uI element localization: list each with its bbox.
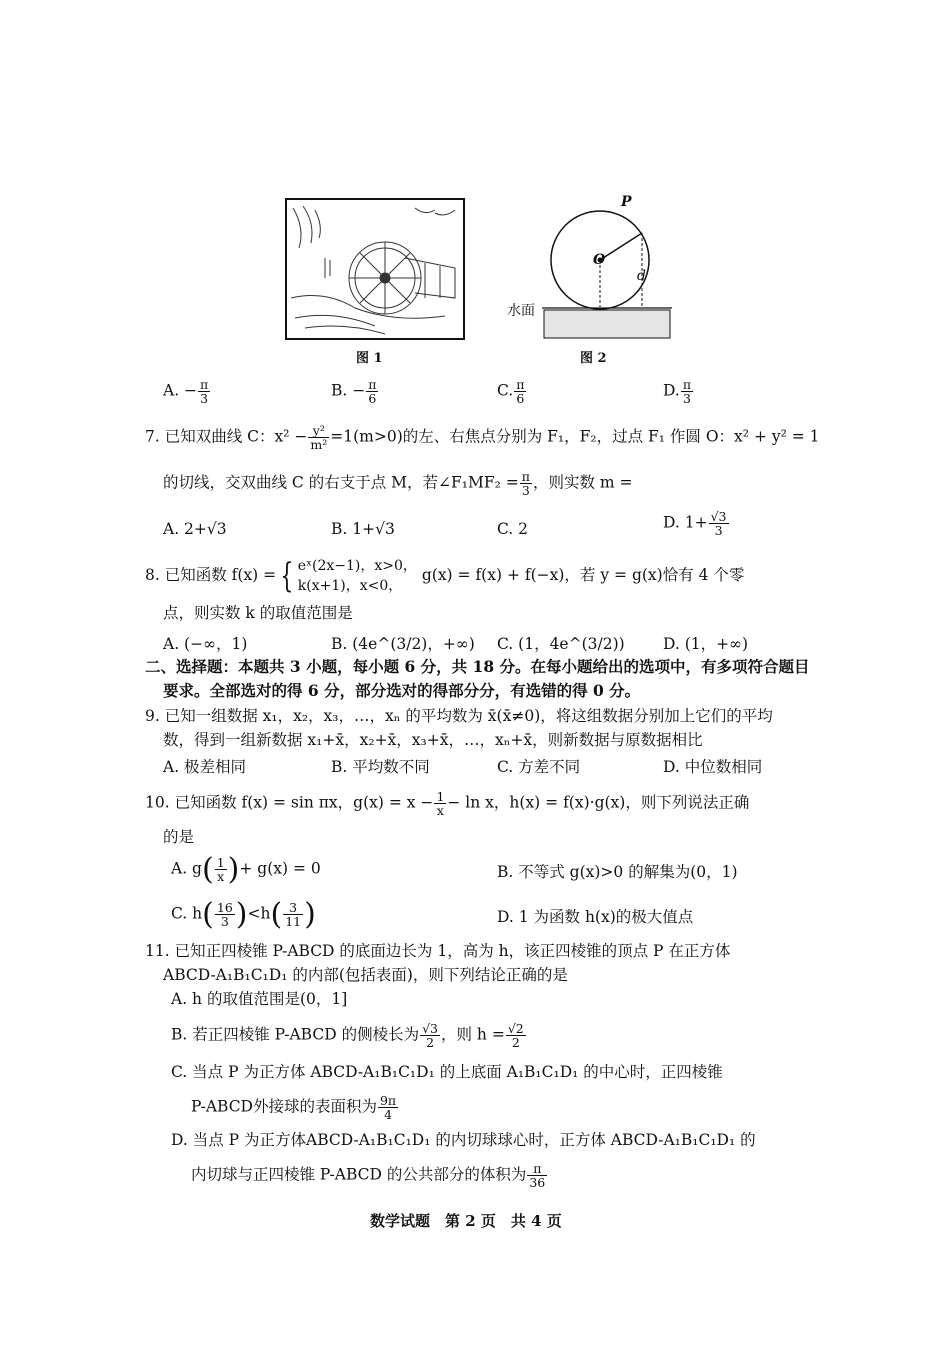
- page-footer: 数学试题 第 2 页 共 4 页: [370, 1212, 562, 1230]
- figure-2-diagram: [500, 194, 680, 340]
- q8-option-c: C. (1，4e^(3/2)): [497, 635, 625, 653]
- water-body: [544, 310, 670, 338]
- q7-option-c: C. 2: [497, 520, 529, 538]
- q10-option-c: C. h( $\frac{16}{3}$ )<h( $\frac{3}{11}$ ): [171, 897, 316, 932]
- q10-option-a: A. g( $\frac{1}{x}$ )+ g(x) = 0: [171, 852, 321, 887]
- q11-line-2: ABCD-A₁B₁C₁D₁ 的内部(包括表面)，则下列结论正确的是: [163, 966, 568, 984]
- q11-option-d-line-2: 内切球与正四棱锥 P-ABCD 的公共部分的体积为 $\frac{\pi}{36}$: [191, 1161, 546, 1190]
- q8-line-1: 8. 已知函数 f(x) = { eˣ(2x−1)，x>0， k(x+1)，x<0， g(x) = f(x) + f(−x)，若 y = g(x)恰有 4 个零: [145, 556, 745, 596]
- section-2-heading-line-2: 要求。全部选对的得 6 分，部分选对的得部分分，有选错的得 0 分。: [163, 681, 641, 700]
- q11-option-c-line-1: C. 当点 P 为正方体 ABCD-A₁B₁C₁D₁ 的上底面 A₁B₁C₁D₁ 的中心时，正四棱锥: [171, 1063, 723, 1081]
- q11-option-a: A. h 的取值范围是(0，1]: [171, 990, 348, 1008]
- q7-line-2: 的切线，交双曲线 C 的右支于点 M，若∠F₁MF₂ = $\frac{\pi}{3}$ ，则实数 m =: [163, 469, 633, 498]
- section-2-heading-line-1: 二、选择题：本题共 3 小题，每小题 6 分，共 18 分。在每小题给出的选项中，有多项符合题目: [145, 657, 810, 676]
- q8-line-2: 点，则实数 k 的取值范围是: [163, 604, 353, 622]
- q11-line-1: 11. 已知正四棱锥 P-ABCD 的底面边长为 1，高为 h，该正四棱锥的顶点 P 在正方体: [145, 942, 731, 960]
- q7-option-a: A. 2+√3: [163, 520, 227, 538]
- q10-option-d: D. 1 为函数 h(x)的极大值点: [497, 908, 694, 926]
- q9-line-1: 9. 已知一组数据 x₁，x₂，x₃，…，xₙ 的平均数为 x̄(x̄≠0)，将这组数据分别加上它们的平均: [145, 707, 773, 725]
- figure-2-caption: 图 2: [580, 351, 607, 366]
- figure-1-caption: 图 1: [356, 351, 383, 366]
- q10-option-b: B. 不等式 g(x)>0 的解集为(0，1): [497, 863, 738, 881]
- figure-1-waterwheel: [285, 198, 465, 340]
- label-d: d: [637, 268, 646, 284]
- label-water: 水面: [507, 303, 535, 319]
- label-P: P: [621, 194, 632, 210]
- q7-option-d: D. 1+ $\frac{√3}{3}$: [663, 509, 727, 538]
- q10-line-1: 10. 已知函数 f(x) = sin πx，g(x) = x − $\frac{1}{x}$ − ln x，h(x) = f(x)·g(x)，则下列说法正确: [145, 789, 750, 818]
- q8-option-d: D. (1，+∞): [663, 635, 749, 653]
- q11-option-d-line-1: D. 当点 P 为正方体ABCD-A₁B₁C₁D₁ 的内切球球心时，正方体 ABCD-A₁B₁C₁D₁ 的: [171, 1131, 756, 1149]
- radius-op: [600, 233, 642, 260]
- q7-option-b: B. 1+√3: [331, 520, 395, 538]
- q11-option-c-line-2: P-ABCD外接球的表面积为 $\frac{9\pi}{4}$: [191, 1093, 397, 1122]
- q9-option-d: D. 中位数相同: [663, 758, 763, 776]
- q8-option-b: B. (4e^(3/2)，+∞): [331, 635, 475, 653]
- q6-option-d: D. $\frac{\pi}{3}$: [663, 377, 692, 406]
- q9-line-2: 数，得到一组新数据 x₁+x̄，x₂+x̄，x₃+x̄，…，xₙ+x̄，则新数据与原数据相比: [163, 731, 703, 749]
- q6-option-c: C. $\frac{\pi}{6}$: [497, 377, 525, 406]
- label-O: O: [593, 252, 606, 268]
- q6-option-b: B. − $\frac{\pi}{6}$: [331, 377, 377, 406]
- q6-option-a: A. − $\frac{\pi}{3}$: [163, 377, 209, 406]
- q10-line-2: 的是: [163, 828, 195, 846]
- q9-option-b: B. 平均数不同: [331, 758, 430, 776]
- q9-option-c: C. 方差不同: [497, 758, 581, 776]
- waterwheel-illustration: [285, 198, 465, 340]
- q11-option-b: B. 若正四棱锥 P-ABCD 的侧棱长为 $\frac{√3}{2}$ ，则 h = $\frac{√2}{2}$: [171, 1021, 524, 1050]
- q9-option-a: A. 极差相同: [163, 758, 247, 776]
- q7-line-1: 7. 已知双曲线 C：x² − $\frac{\text{y²}}{\text{m²}}$ =1(m>0)的左、右焦点分别为 F₁，F₂，过点 F₁ 作圆 O：x² + y² = 1: [145, 423, 820, 452]
- q8-option-a: A. (−∞，1): [163, 635, 248, 653]
